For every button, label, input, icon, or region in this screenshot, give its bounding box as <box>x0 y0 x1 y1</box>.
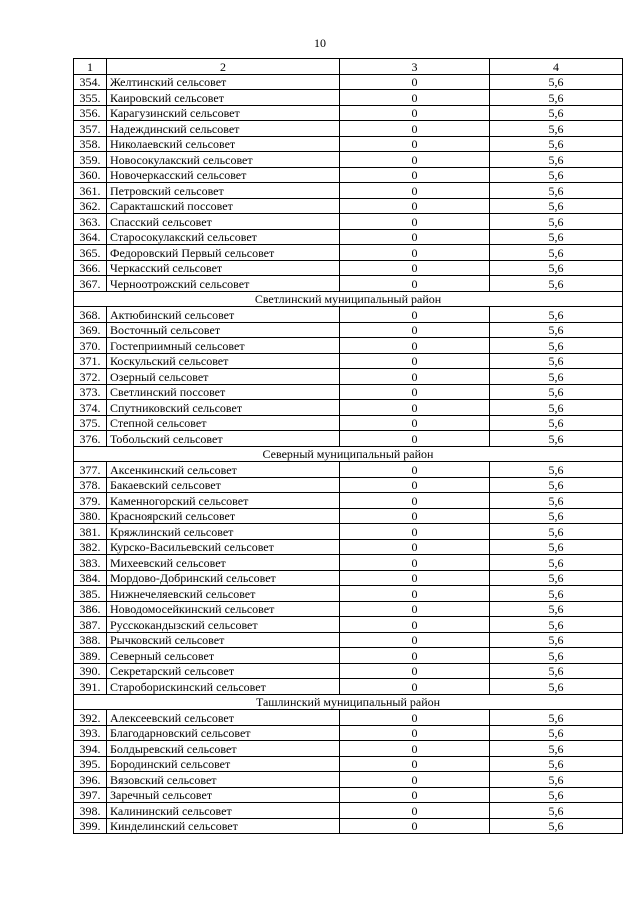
municipality-name-cell: Староборискинский сельсовет <box>107 679 340 695</box>
column-3-cell: 0 <box>340 679 490 695</box>
column-3-cell: 0 <box>340 400 490 416</box>
column-3-cell: 0 <box>340 648 490 664</box>
row-number-cell: 383. <box>74 555 107 571</box>
column-3-cell: 0 <box>340 74 490 90</box>
column-3-cell: 0 <box>340 586 490 602</box>
municipality-name-cell: Бородинский сельсовет <box>107 756 340 772</box>
table-row <box>74 663 623 679</box>
table-row <box>74 756 623 772</box>
municipality-name-cell: Коскульский сельсовет <box>107 353 340 369</box>
row-number-cell: 358. <box>74 136 107 152</box>
column-4-cell: 5,6 <box>490 214 623 230</box>
table-row <box>74 90 623 106</box>
column-4-cell: 5,6 <box>490 415 623 431</box>
row-number-cell: 356. <box>74 105 107 121</box>
municipality-name-cell: Кинделинский сельсовет <box>107 818 340 834</box>
column-4-cell: 5,6 <box>490 803 623 819</box>
column-3-cell: 0 <box>340 276 490 292</box>
column-3-cell: 0 <box>340 384 490 400</box>
table-row <box>74 617 623 633</box>
row-number-cell: 373. <box>74 384 107 400</box>
table-row <box>74 167 623 183</box>
row-number-cell: 371. <box>74 353 107 369</box>
row-number-cell: 355. <box>74 90 107 106</box>
column-4-cell: 5,6 <box>490 570 623 586</box>
municipality-name-cell: Заречный сельсовет <box>107 787 340 803</box>
column-3-cell: 0 <box>340 756 490 772</box>
table-body <box>74 59 623 834</box>
column-4-cell: 5,6 <box>490 90 623 106</box>
row-number-cell: 382. <box>74 539 107 555</box>
section-title: Светлинский муниципальный район <box>74 291 623 307</box>
column-4-cell: 5,6 <box>490 74 623 90</box>
row-number-cell: 396. <box>74 772 107 788</box>
row-number-cell: 376. <box>74 431 107 447</box>
municipality-name-cell: Федоровский Первый сельсовет <box>107 245 340 261</box>
column-4-cell: 5,6 <box>490 818 623 834</box>
table-row <box>74 601 623 617</box>
column-4-cell: 5,6 <box>490 198 623 214</box>
municipality-name-cell: Курско-Васильевский сельсовет <box>107 539 340 555</box>
column-4-cell: 5,6 <box>490 617 623 633</box>
municipality-name-cell: Карагузинский сельсовет <box>107 105 340 121</box>
row-number-cell: 384. <box>74 570 107 586</box>
column-3-cell: 0 <box>340 539 490 555</box>
column-4-cell: 5,6 <box>490 260 623 276</box>
column-3-cell: 0 <box>340 105 490 121</box>
column-3-cell: 0 <box>340 508 490 524</box>
table-row <box>74 415 623 431</box>
column-3-cell: 0 <box>340 555 490 571</box>
column-4-cell: 5,6 <box>490 136 623 152</box>
column-4-cell: 5,6 <box>490 245 623 261</box>
column-4-cell: 5,6 <box>490 586 623 602</box>
column-4-cell: 5,6 <box>490 663 623 679</box>
municipality-name-cell: Спасский сельсовет <box>107 214 340 230</box>
municipality-name-cell: Каменногорский сельсовет <box>107 493 340 509</box>
column-3-cell: 0 <box>340 493 490 509</box>
municipality-name-cell: Тобольский сельсовет <box>107 431 340 447</box>
column-3-cell: 0 <box>340 524 490 540</box>
table-row <box>74 183 623 199</box>
table-row <box>74 818 623 834</box>
section-title: Ташлинский муниципальный район <box>74 694 623 710</box>
column-4-cell: 5,6 <box>490 229 623 245</box>
municipality-name-cell: Николаевский сельсовет <box>107 136 340 152</box>
column-4-cell: 5,6 <box>490 462 623 478</box>
row-number-cell: 362. <box>74 198 107 214</box>
table-row <box>74 477 623 493</box>
table-row <box>74 555 623 571</box>
row-number-cell: 359. <box>74 152 107 168</box>
column-4-cell: 5,6 <box>490 431 623 447</box>
table-row <box>74 679 623 695</box>
row-number-cell: 380. <box>74 508 107 524</box>
column-4-cell: 5,6 <box>490 167 623 183</box>
table-row <box>74 260 623 276</box>
row-number-cell: 381. <box>74 524 107 540</box>
column-4-cell: 5,6 <box>490 524 623 540</box>
table-row <box>74 105 623 121</box>
column-3-cell: 0 <box>340 353 490 369</box>
municipality-name-cell: Актюбинский сельсовет <box>107 307 340 323</box>
row-number-cell: 354. <box>74 74 107 90</box>
table-row <box>74 214 623 230</box>
column-3-cell: 0 <box>340 818 490 834</box>
column-4-cell: 5,6 <box>490 338 623 354</box>
municipality-name-cell: Новосокулакский сельсовет <box>107 152 340 168</box>
municipality-name-cell: Надеждинский сельсовет <box>107 121 340 137</box>
table-row <box>74 710 623 726</box>
column-4-cell: 5,6 <box>490 322 623 338</box>
column-3-cell: 0 <box>340 477 490 493</box>
column-4-cell: 5,6 <box>490 555 623 571</box>
column-3-cell: 0 <box>340 121 490 137</box>
table-row <box>74 524 623 540</box>
municipality-name-cell: Саракташский поссовет <box>107 198 340 214</box>
row-number-cell: 389. <box>74 648 107 664</box>
municipality-name-cell: Михеевский сельсовет <box>107 555 340 571</box>
column-3-cell: 0 <box>340 338 490 354</box>
table-row <box>74 431 623 447</box>
row-number-cell: 399. <box>74 818 107 834</box>
column-4-cell: 5,6 <box>490 353 623 369</box>
row-number-cell: 375. <box>74 415 107 431</box>
municipality-name-cell: Болдыревский сельсовет <box>107 741 340 757</box>
column-3-cell: 0 <box>340 772 490 788</box>
row-number-cell: 357. <box>74 121 107 137</box>
column-4-cell: 5,6 <box>490 741 623 757</box>
municipality-name-cell: Красноярский сельсовет <box>107 508 340 524</box>
column-4-cell: 5,6 <box>490 183 623 199</box>
column-4-cell: 5,6 <box>490 105 623 121</box>
table-row <box>74 803 623 819</box>
table-row <box>74 307 623 323</box>
column-3-cell: 0 <box>340 229 490 245</box>
column-header: 3 <box>340 59 490 75</box>
municipality-name-cell: Восточный сельсовет <box>107 322 340 338</box>
municipality-name-cell: Озерный сельсовет <box>107 369 340 385</box>
table-row <box>74 462 623 478</box>
column-4-cell: 5,6 <box>490 725 623 741</box>
row-number-cell: 385. <box>74 586 107 602</box>
section-header-row <box>74 291 623 307</box>
table-row <box>74 136 623 152</box>
row-number-cell: 360. <box>74 167 107 183</box>
column-3-cell: 0 <box>340 322 490 338</box>
municipality-name-cell: Вязовский сельсовет <box>107 772 340 788</box>
municipality-name-cell: Степной сельсовет <box>107 415 340 431</box>
column-4-cell: 5,6 <box>490 369 623 385</box>
row-number-cell: 370. <box>74 338 107 354</box>
column-3-cell: 0 <box>340 787 490 803</box>
table-row <box>74 725 623 741</box>
table-row <box>74 338 623 354</box>
table-row <box>74 632 623 648</box>
table-row <box>74 152 623 168</box>
table-row <box>74 74 623 90</box>
municipality-name-cell: Светлинский поссовет <box>107 384 340 400</box>
column-4-cell: 5,6 <box>490 152 623 168</box>
column-4-cell: 5,6 <box>490 477 623 493</box>
table-row <box>74 586 623 602</box>
table-row <box>74 353 623 369</box>
column-3-cell: 0 <box>340 632 490 648</box>
row-number-cell: 386. <box>74 601 107 617</box>
column-3-cell: 0 <box>340 136 490 152</box>
municipality-name-cell: Мордово-Добринский сельсовет <box>107 570 340 586</box>
table-row <box>74 384 623 400</box>
table-row <box>74 493 623 509</box>
row-number-cell: 393. <box>74 725 107 741</box>
column-4-cell: 5,6 <box>490 632 623 648</box>
column-3-cell: 0 <box>340 167 490 183</box>
column-3-cell: 0 <box>340 725 490 741</box>
municipality-name-cell: Черноотрожский сельсовет <box>107 276 340 292</box>
column-3-cell: 0 <box>340 198 490 214</box>
column-4-cell: 5,6 <box>490 648 623 664</box>
column-4-cell: 5,6 <box>490 121 623 137</box>
section-header-row <box>74 694 623 710</box>
table-row <box>74 539 623 555</box>
municipality-name-cell: Калининский сельсовет <box>107 803 340 819</box>
column-3-cell: 0 <box>340 617 490 633</box>
column-4-cell: 5,6 <box>490 710 623 726</box>
row-number-cell: 395. <box>74 756 107 772</box>
column-4-cell: 5,6 <box>490 601 623 617</box>
row-number-cell: 372. <box>74 369 107 385</box>
column-3-cell: 0 <box>340 803 490 819</box>
table-row <box>74 570 623 586</box>
municipality-name-cell: Новодомосейкинский сельсовет <box>107 601 340 617</box>
column-4-cell: 5,6 <box>490 400 623 416</box>
municipality-name-cell: Гостеприимный сельсовет <box>107 338 340 354</box>
column-4-cell: 5,6 <box>490 772 623 788</box>
column-3-cell: 0 <box>340 214 490 230</box>
municipality-name-cell: Рычковский сельсовет <box>107 632 340 648</box>
table-row <box>74 198 623 214</box>
column-4-cell: 5,6 <box>490 756 623 772</box>
column-3-cell: 0 <box>340 663 490 679</box>
municipality-name-cell: Благодарновский сельсовет <box>107 725 340 741</box>
municipality-name-cell: Кряжлинский сельсовет <box>107 524 340 540</box>
table-row <box>74 322 623 338</box>
column-3-cell: 0 <box>340 710 490 726</box>
row-number-cell: 398. <box>74 803 107 819</box>
data-table <box>73 58 623 834</box>
column-3-cell: 0 <box>340 245 490 261</box>
column-3-cell: 0 <box>340 90 490 106</box>
municipality-name-cell: Черкасский сельсовет <box>107 260 340 276</box>
municipality-name-cell: Старосокулакский сельсовет <box>107 229 340 245</box>
row-number-cell: 368. <box>74 307 107 323</box>
municipality-name-cell: Алексеевский сельсовет <box>107 710 340 726</box>
column-3-cell: 0 <box>340 415 490 431</box>
table-row <box>74 229 623 245</box>
table-row <box>74 400 623 416</box>
column-3-cell: 0 <box>340 307 490 323</box>
municipality-name-cell: Нижнечеляевский сельсовет <box>107 586 340 602</box>
row-number-cell: 361. <box>74 183 107 199</box>
column-3-cell: 0 <box>340 260 490 276</box>
row-number-cell: 364. <box>74 229 107 245</box>
row-number-cell: 377. <box>74 462 107 478</box>
row-number-cell: 365. <box>74 245 107 261</box>
column-4-cell: 5,6 <box>490 508 623 524</box>
column-3-cell: 0 <box>340 462 490 478</box>
table-header-row <box>74 59 623 75</box>
column-header: 1 <box>74 59 107 75</box>
municipality-name-cell: Секретарский сельсовет <box>107 663 340 679</box>
table-row <box>74 276 623 292</box>
column-4-cell: 5,6 <box>490 493 623 509</box>
row-number-cell: 379. <box>74 493 107 509</box>
section-header-row <box>74 446 623 462</box>
municipality-name-cell: Новочеркасский сельсовет <box>107 167 340 183</box>
column-4-cell: 5,6 <box>490 539 623 555</box>
municipality-name-cell: Петровский сельсовет <box>107 183 340 199</box>
row-number-cell: 391. <box>74 679 107 695</box>
column-3-cell: 0 <box>340 741 490 757</box>
column-header: 2 <box>107 59 340 75</box>
row-number-cell: 388. <box>74 632 107 648</box>
column-4-cell: 5,6 <box>490 384 623 400</box>
table-row <box>74 508 623 524</box>
column-3-cell: 0 <box>340 570 490 586</box>
row-number-cell: 387. <box>74 617 107 633</box>
table-row <box>74 245 623 261</box>
row-number-cell: 392. <box>74 710 107 726</box>
column-4-cell: 5,6 <box>490 307 623 323</box>
column-3-cell: 0 <box>340 369 490 385</box>
column-3-cell: 0 <box>340 431 490 447</box>
column-4-cell: 5,6 <box>490 787 623 803</box>
row-number-cell: 366. <box>74 260 107 276</box>
row-number-cell: 363. <box>74 214 107 230</box>
column-3-cell: 0 <box>340 183 490 199</box>
table-row <box>74 369 623 385</box>
row-number-cell: 378. <box>74 477 107 493</box>
row-number-cell: 390. <box>74 663 107 679</box>
row-number-cell: 374. <box>74 400 107 416</box>
column-3-cell: 0 <box>340 152 490 168</box>
municipality-name-cell: Каировский сельсовет <box>107 90 340 106</box>
table-row <box>74 741 623 757</box>
municipality-name-cell: Желтинский сельсовет <box>107 74 340 90</box>
row-number-cell: 369. <box>74 322 107 338</box>
table-row <box>74 121 623 137</box>
municipality-name-cell: Аксенкинский сельсовет <box>107 462 340 478</box>
municipality-name-cell: Русскокандызский сельсовет <box>107 617 340 633</box>
row-number-cell: 394. <box>74 741 107 757</box>
row-number-cell: 397. <box>74 787 107 803</box>
table-row <box>74 648 623 664</box>
section-title: Северный муниципальный район <box>74 446 623 462</box>
column-header: 4 <box>490 59 623 75</box>
table-row <box>74 772 623 788</box>
page-number: 10 <box>314 36 326 50</box>
municipality-name-cell: Северный сельсовет <box>107 648 340 664</box>
municipality-name-cell: Бакаевский сельсовет <box>107 477 340 493</box>
municipality-name-cell: Спутниковский сельсовет <box>107 400 340 416</box>
table-row <box>74 787 623 803</box>
column-3-cell: 0 <box>340 601 490 617</box>
column-4-cell: 5,6 <box>490 679 623 695</box>
column-4-cell: 5,6 <box>490 276 623 292</box>
row-number-cell: 367. <box>74 276 107 292</box>
